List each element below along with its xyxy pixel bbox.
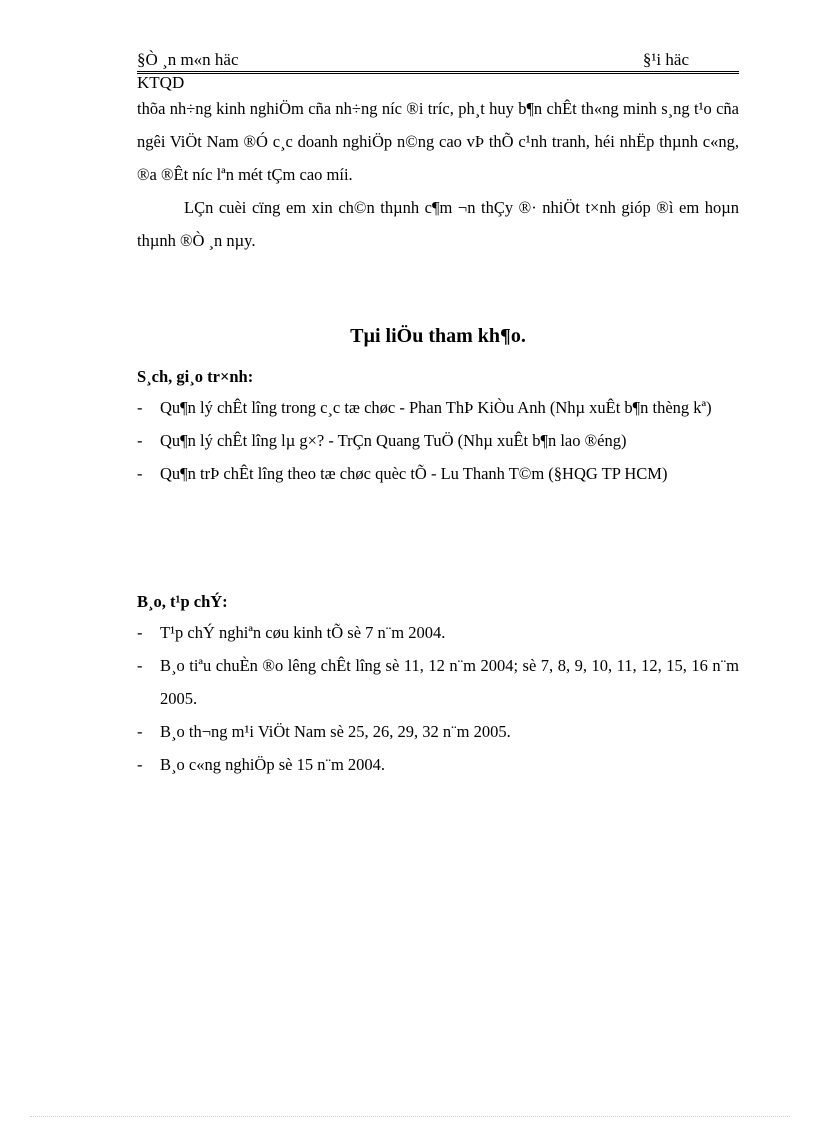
journals-list	[137, 616, 739, 781]
journal-1: T¹p chÝ nghiªn cøu kinh tÕ sè 7 n¨m 2004.	[160, 623, 446, 642]
header-right: §¹i häc	[642, 50, 689, 69]
list-item	[137, 715, 739, 748]
list-dash: -	[137, 722, 143, 741]
list-item	[137, 457, 739, 490]
list-item	[137, 391, 739, 424]
book-3: Qu¶n trÞ chÊt lîng theo tæ chøc quèc tÕ - Lu Thanh T©m (§HQG TP HCM)	[160, 464, 668, 483]
list-item	[137, 748, 739, 781]
list-dash: -	[137, 656, 143, 675]
journals-heading: B¸o, t¹p chÝ:	[137, 592, 228, 611]
list-dash: -	[137, 623, 143, 642]
header-rule	[137, 71, 739, 72]
paragraph-1: thõa nh÷ng kinh nghiÖm cña nh÷ng níc ®i tríc, ph¸t huy b¶n chÊt th«ng minh s¸ng t¹o cña ngêi ViÖt Nam ®Ó c¸c doanh nghiÖp n©ng cao vÞ thÕ c¹nh tranh, héi nhËp thµnh c«ng, ®a ®Êt níc lªn mét tÇm cao míi.	[137, 99, 739, 184]
body-text	[137, 92, 739, 257]
list-item	[137, 616, 739, 649]
books-heading: S¸ch, gi¸o tr×nh:	[137, 367, 254, 386]
header-sub: KTQD	[137, 73, 185, 92]
references-title: Tµi liÖu tham kh¶o.	[350, 325, 526, 347]
header-row	[137, 50, 739, 70]
list-dash: -	[137, 464, 143, 483]
book-1: Qu¶n lý chÊt lîng trong c¸c tæ chøc - Phan ThÞ KiÒu Anh (Nhµ xuÊt b¶n thèng kª)	[160, 398, 712, 417]
paragraph-2: LÇn cuèi cïng em xin ch©n thµnh c¶m ¬n thÇy ®· nhiÖt t×nh gióp ®ì em hoµn thµnh ®Ò ¸n nµy.	[137, 198, 739, 250]
journal-2: B¸o tiªu chuÈn ®o lêng chÊt lîng sè 11, 12 n¨m 2004; sè 7, 8, 9, 10, 11, 12, 15, 16 n¨m 2005.	[160, 656, 739, 708]
books-list	[137, 391, 739, 490]
journal-3: B¸o th¬ng m¹i ViÖt Nam sè 25, 26, 29, 32 n¨m 2005.	[160, 722, 511, 741]
journal-4: B¸o c«ng nghiÖp sè 15 n¨m 2004.	[160, 755, 386, 774]
list-item	[137, 649, 739, 715]
list-dash: -	[137, 431, 143, 450]
footer-dotted-line	[30, 1116, 790, 1117]
header-left: §Ò ¸n m«n häc	[137, 50, 239, 69]
list-item	[137, 424, 739, 457]
book-2: Qu¶n lý chÊt lîng lµ g×? - TrÇn Quang TuÖ (Nhµ xuÊt b¶n lao ®éng)	[160, 431, 627, 450]
list-dash: -	[137, 755, 143, 774]
list-dash: -	[137, 398, 143, 417]
page-header	[137, 50, 739, 92]
